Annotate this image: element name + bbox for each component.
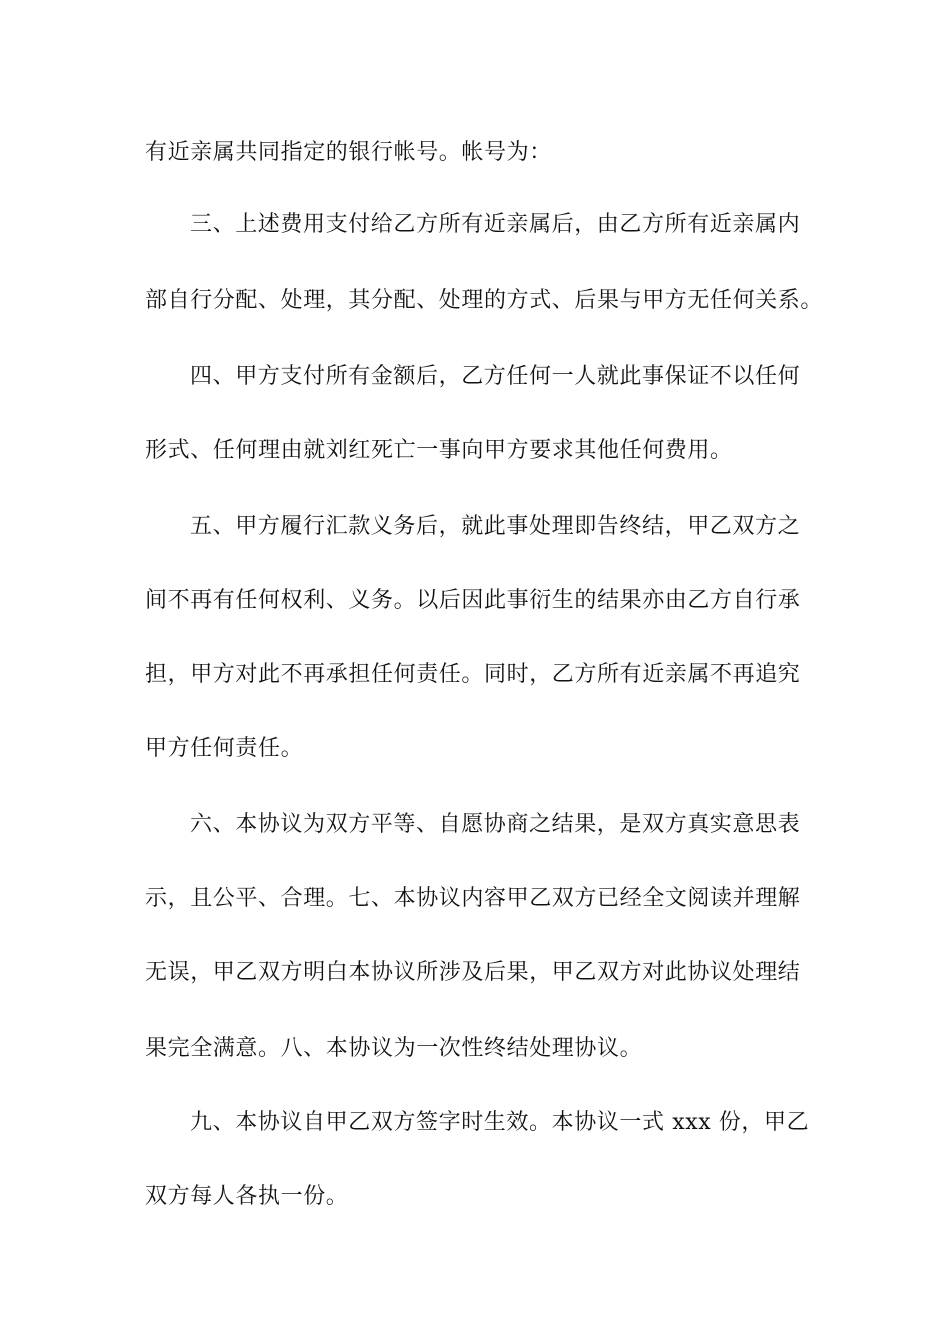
clause-9-line: 九、本协议自甲乙双方签字时生效。本协议一式 xxx 份，甲乙 [190,1110,810,1135]
text-line: 双方每人各执一份。 [145,1184,349,1209]
text-line: 甲方任何责任。 [145,736,304,761]
clause-4-line: 四、甲方支付所有金额后，乙方任何一人就此事保证不以任何 [190,364,801,389]
text-line: 无误，甲乙双方明白本协议所涉及后果，甲乙双方对此协议处理结 [145,960,801,985]
clause-3-line: 三、上述费用支付给乙方所有近亲属后，由乙方所有近亲属内 [190,212,801,237]
text-line: 果完全满意。八、本协议为一次性终结处理协议。 [145,1036,643,1061]
text-line: 有近亲属共同指定的银行帐号。帐号为： [145,140,552,165]
clause-5-line: 五、甲方履行汇款义务后，就此事处理即告终结，甲乙双方之 [190,514,801,539]
text-line: 担，甲方对此不再承担任何责任。同时，乙方所有近亲属不再追究 [145,662,801,687]
text-line: 形式、任何理由就刘红死亡一事向甲方要求其他任何费用。 [145,438,733,463]
text-line: 部自行分配、处理，其分配、处理的方式、后果与甲方无任何关系。 [145,288,824,313]
text-line: 示，且公平、合理。七、本协议内容甲乙双方已经全文阅读并理解 [145,886,801,911]
clause-6-line: 六、本协议为双方平等、自愿协商之结果，是双方真实意思表 [190,812,801,837]
text-line: 间不再有任何权利、义务。以后因此事衍生的结果亦由乙方自行承 [145,588,801,613]
